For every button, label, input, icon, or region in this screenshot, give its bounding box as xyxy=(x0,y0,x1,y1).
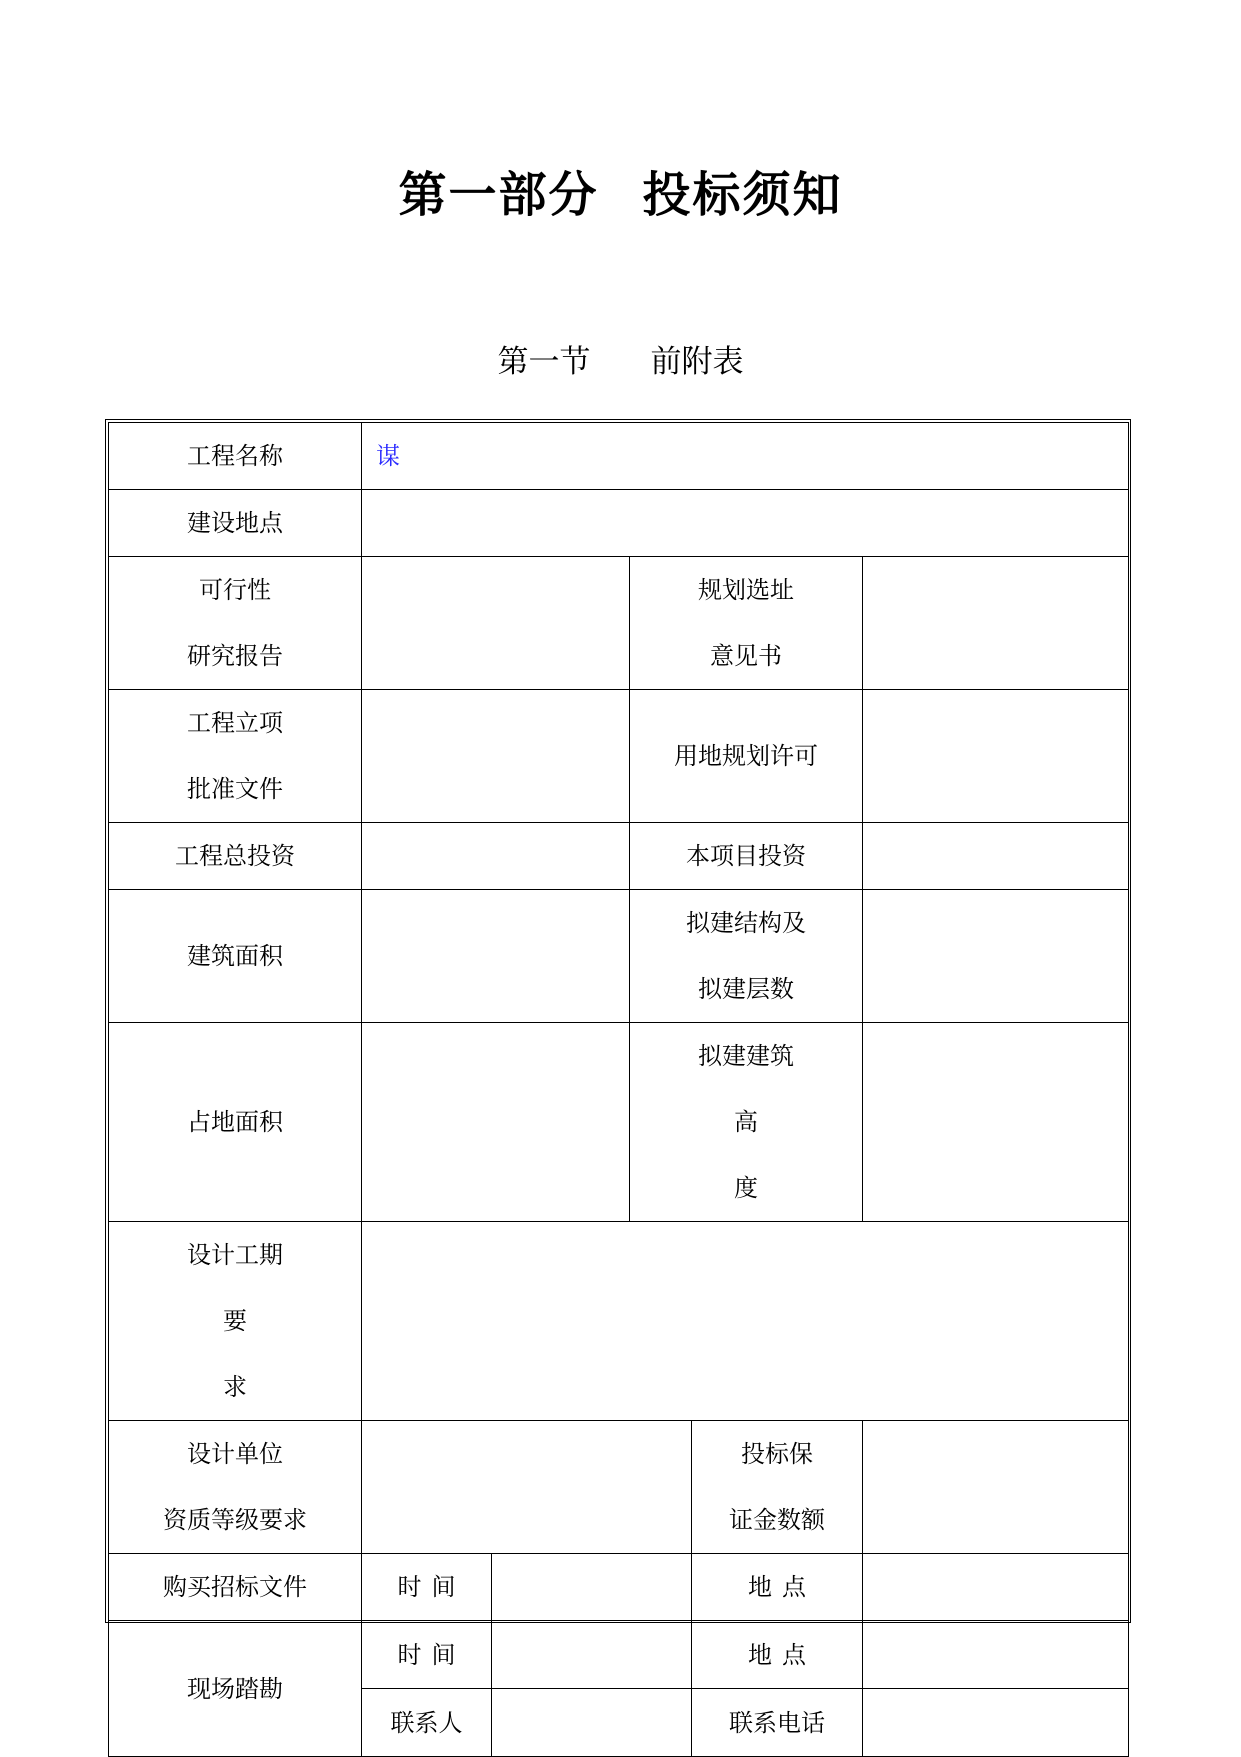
project-investment-value xyxy=(863,823,1129,890)
site-location-label: 建设地点 xyxy=(109,490,362,557)
table-row xyxy=(109,1554,1129,1621)
total-investment-value xyxy=(362,823,630,890)
land-area-value xyxy=(362,1023,630,1222)
building-height-value xyxy=(863,1023,1129,1222)
building-height-label xyxy=(630,1023,863,1222)
total-investment-label: 工程总投资 xyxy=(109,823,362,890)
project-approval-label xyxy=(109,690,362,823)
feasibility-value xyxy=(362,557,630,690)
purchase-time-label-b: 间 xyxy=(431,1573,456,1601)
structure-value xyxy=(863,890,1129,1023)
building-height-label-line2a: 高 xyxy=(734,1108,758,1136)
site-location-value xyxy=(362,490,1129,557)
site-selection-label xyxy=(630,557,863,690)
land-use-permit-label: 用地规划许可 xyxy=(630,690,863,823)
design-period-label-line2b: 求 xyxy=(223,1373,247,1401)
visit-time-label-a: 时 xyxy=(397,1640,422,1669)
design-unit-label-line2: 资质等级要求 xyxy=(163,1506,307,1534)
bid-bond-label-line2: 证金数额 xyxy=(729,1506,825,1534)
contact-person-label: 联系人 xyxy=(362,1689,492,1757)
bid-bond-label-line1: 投标保 xyxy=(741,1440,813,1468)
structure-label-line2: 拟建层数 xyxy=(698,975,794,1003)
purchase-place-label-b: 点 xyxy=(782,1573,806,1601)
section-title xyxy=(0,340,1241,384)
feasibility-label-line2: 研究报告 xyxy=(187,642,283,670)
feasibility-label xyxy=(109,557,362,690)
purchase-place-label xyxy=(692,1554,863,1621)
visit-place-value xyxy=(863,1621,1129,1689)
project-name-value: 谋 xyxy=(362,423,1129,490)
building-area-label: 建筑面积 xyxy=(109,890,362,1023)
visit-time-label-b: 间 xyxy=(431,1640,456,1669)
design-unit-value xyxy=(362,1421,692,1554)
project-investment-label: 本项目投资 xyxy=(630,823,863,890)
building-height-label-line2b: 度 xyxy=(734,1174,758,1202)
visit-time-label xyxy=(362,1621,492,1689)
table-row xyxy=(109,423,1129,490)
design-period-label xyxy=(109,1222,362,1421)
table-row xyxy=(109,690,1129,823)
purchase-time-label xyxy=(362,1554,492,1621)
purchase-docs-label: 购买招标文件 xyxy=(109,1554,362,1621)
bid-bond-label xyxy=(692,1421,863,1554)
building-height-label-line2 xyxy=(630,1089,862,1221)
project-name-label: 工程名称 xyxy=(109,423,362,490)
feasibility-label-line1: 可行性 xyxy=(199,576,271,604)
site-selection-value xyxy=(863,557,1129,690)
subtitle-part2: 前附表 xyxy=(650,344,744,380)
design-period-label-line2 xyxy=(109,1288,361,1420)
visit-place-label-a: 地 xyxy=(748,1640,772,1669)
subtitle-part1: 第一节 xyxy=(497,344,591,380)
contact-phone-label: 联系电话 xyxy=(692,1689,863,1757)
site-selection-label-line2: 意见书 xyxy=(710,642,782,670)
design-period-label-line1: 设计工期 xyxy=(187,1241,283,1269)
document-title xyxy=(0,165,1241,225)
table-row xyxy=(109,557,1129,690)
building-height-label-line1: 拟建建筑 xyxy=(698,1042,794,1070)
project-approval-value xyxy=(362,690,630,823)
project-approval-label-line2: 批准文件 xyxy=(187,775,283,803)
title-part2: 投标须知 xyxy=(642,167,843,223)
design-unit-label-line1: 设计单位 xyxy=(187,1440,283,1468)
table-row xyxy=(109,890,1129,1023)
table-row xyxy=(109,823,1129,890)
design-unit-label xyxy=(109,1421,362,1554)
purchase-place-value xyxy=(863,1554,1129,1621)
table-row xyxy=(109,1023,1129,1222)
table-row xyxy=(109,1222,1129,1421)
site-visit-label: 现场踏勘 xyxy=(109,1621,362,1757)
design-period-label-line2a: 要 xyxy=(223,1307,247,1335)
purchase-time-label-a: 时 xyxy=(397,1573,422,1601)
attachment-table xyxy=(108,422,1129,1757)
project-approval-label-line1: 工程立项 xyxy=(187,709,283,737)
land-area-label: 占地面积 xyxy=(109,1023,362,1222)
bid-bond-value xyxy=(863,1421,1129,1554)
title-part1: 第一部分 xyxy=(398,167,599,223)
attachment-table-frame xyxy=(105,419,1131,1737)
land-use-permit-value xyxy=(863,690,1129,823)
visit-time-value xyxy=(492,1621,692,1689)
contact-phone-value xyxy=(863,1689,1129,1757)
purchase-place-label-a: 地 xyxy=(748,1573,772,1601)
visit-place-label xyxy=(692,1621,863,1689)
site-selection-label-line1: 规划选址 xyxy=(698,576,794,604)
contact-person-value xyxy=(492,1689,692,1757)
table-row xyxy=(109,1421,1129,1554)
design-period-value xyxy=(362,1222,1129,1421)
structure-label-line1: 拟建结构及 xyxy=(686,909,806,937)
building-area-value xyxy=(362,890,630,1023)
visit-place-label-b: 点 xyxy=(782,1640,806,1669)
table-row xyxy=(109,1621,1129,1689)
structure-label xyxy=(630,890,863,1023)
purchase-time-value xyxy=(492,1554,692,1621)
table-row xyxy=(109,490,1129,557)
